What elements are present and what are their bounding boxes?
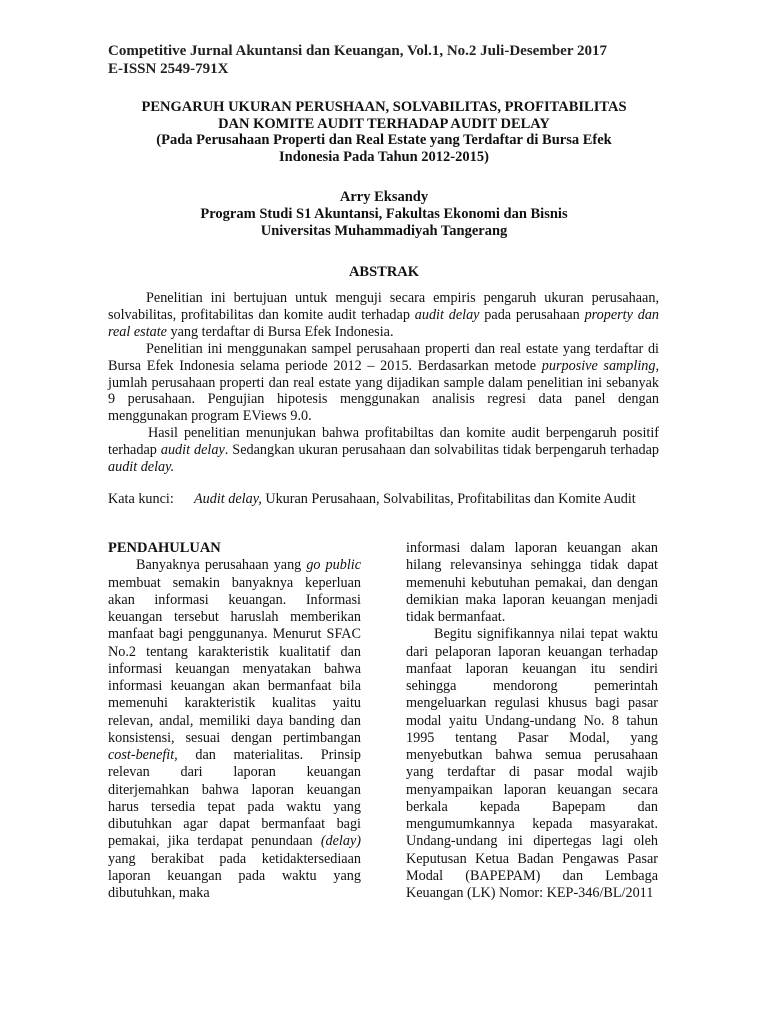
- intro-paragraph-1: Banyaknya perusahaan yang go public membuat semakin banyaknya keperluan akan informasi keuangan. Informasi keuangan tersebut haruslah memberikan manfaat bagi penggunanya. Menurut SFAC No.2 tentang karakteristik kualitatif dan informasi keuangan menyatakan bahwa informasi keuangan akan bermanfaat bila memenuhi karakteristik kualitas yaitu relevan, andal, memiliki daya banding dan konsistensi, sesuai dengan pertimbangan cost-benefit, dan materialitas. Prinsip relevan dari laporan keuangan diterjemahkan bahwa laporan keuangan harus tersedia tepat pada waktu yang dibutuhkan agar dapat bermanfaat bagi pemakai, jika terdapat penundaan (delay) yang berakibat pada ketidaktersediaan laporan keuangan pada waktu yang dibutuhkan, maka: [108, 557, 361, 901]
- column-right: [406, 540, 658, 902]
- section-heading-pendahuluan: PENDAHULUAN: [108, 540, 221, 556]
- keywords: [108, 490, 659, 508]
- abstract-paragraph-1: Penelitian ini bertujuan untuk menguji secara empiris pengaruh ukuran perusahaan, solvabilitas, profitabilitas dan komite audit terhadap audit delay pada perusahaan property dan real estate yang terdaftar di Bursa Efek Indonesia.: [108, 290, 660, 340]
- title-line-1: PENGARUH UKURAN PERUSHAAN, SOLVABILITAS, PROFITABILITAS: [141, 99, 627, 115]
- paper-title: [100, 99, 668, 165]
- author-name: Arry Eksandy: [339, 189, 429, 205]
- abstract-paragraph-2: Penelitian ini menggunakan sampel perusahaan properti dan real estate yang terdaftar di Bursa Efek Indonesia selama periode 2012 – 2015. Berdasarkan metode purposive sampling, jumlah perusahaan properti dan real estate yang dijadikan sample dalam penelitian ini sebanyak 9 perusahaan. Pengujian hipotesis menggunakan analisis regresi data panel dengan menggunakan program EViews 9.0.: [108, 340, 659, 425]
- journal-header: [108, 42, 668, 78]
- author-affiliation-1: Program Studi S1 Akuntansi, Fakultas Ekonomi dan Bisnis: [200, 206, 568, 222]
- title-line-2: DAN KOMITE AUDIT TERHADAP AUDIT DELAY: [218, 115, 550, 132]
- author-block: [100, 189, 668, 240]
- abstract-heading: ABSTRAK: [348, 264, 420, 280]
- abstract-body: [108, 290, 659, 476]
- journal-issn: E-ISSN 2549-791X: [108, 61, 229, 77]
- journal-citation: Competitive Jurnal Akuntansi dan Keuangan, Vol.1, No.2 Juli-Desember 2017: [108, 43, 607, 59]
- abstract-paragraph-3: Hasil penelitian menunjukan bahwa profitabiltas dan komite audit berpengaruh positif terhadap audit delay. Sedangkan ukuran perusahaan dan solvabilitas tidak berpengaruh terhadap audit delay.: [108, 425, 659, 476]
- intro-paragraph-1-continued: informasi dalam laporan keuangan akan hilang relevansinya sehingga tidak dapat memenuhi kebutuhan pemakai, dan dengan demikian maka laporan keuangan menjadi tidak bermanfaat.: [406, 540, 658, 625]
- subtitle-line-1: (Pada Perusahaan Properti dan Real Estate yang Terdaftar di Bursa Efek: [156, 132, 612, 149]
- subtitle-line-2: Indonesia Pada Tahun 2012-2015): [279, 148, 489, 165]
- keywords-text: Audit delay, Ukuran Perusahaan, Solvabilitas, Profitabilitas dan Komite Audit: [194, 491, 636, 507]
- keywords-label: Kata kunci:: [108, 491, 174, 507]
- author-affiliation-2: Universitas Muhammadiyah Tangerang: [260, 223, 508, 239]
- intro-paragraph-2: Begitu signifikannya nilai tepat waktu dari pelaporan laporan keuangan terhadap manfaat laporan keuangan itu sendiri sehingga mendorong pemerintah mengeluarkan regulasi khusus bagi pasar modal yaitu Undang-undang No. 8 tahun 1995 tentang Pasar Modal, yang menyebutkan bahwa semua perusahaan yang terdaftar di pasar modal wajib menyampaikan laporan keuangan secara berkala kepada Bapepam dan mengumumkannya kepada masyarakat. Undang-undang ini dipertegas lagi oleh Keputusan Ketua Badan Pengawas Pasar Modal (BAPEPAM) dan Lembaga Keuangan (LK) Nomor: KEP-346/BL/2011: [406, 626, 658, 901]
- column-left: [108, 540, 361, 902]
